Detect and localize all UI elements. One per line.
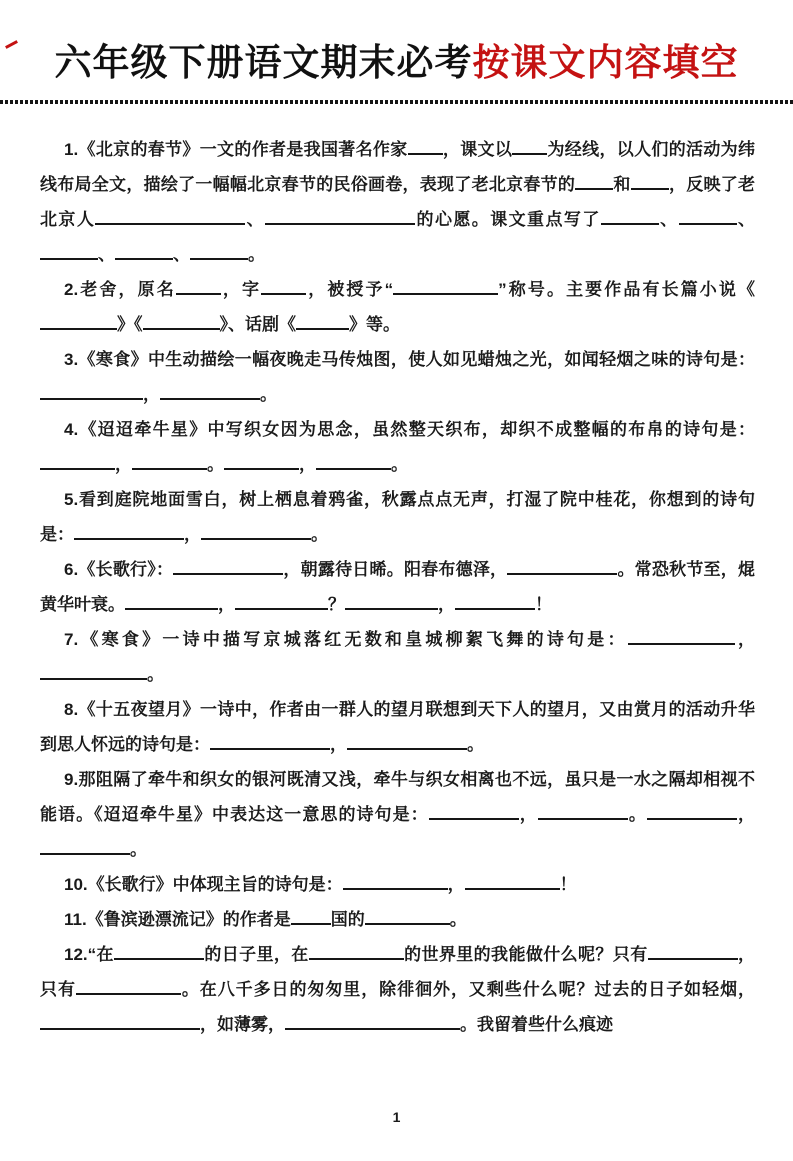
question-text: 9.那阻隔了牵牛和织女的银河既清又浅，牵牛与织女相离也不远，虽只是一水之隔却相视不能语。《迢迢牵牛星》中表达这一意思的诗句是： — [40, 770, 755, 824]
title-highlight: 按课文内容填空 — [472, 43, 739, 84]
question-10 — [40, 867, 755, 902]
fill-in-blank — [429, 806, 519, 820]
fill-in-blank — [261, 281, 306, 295]
question-text: 、 — [98, 245, 115, 264]
fill-in-blank — [291, 911, 331, 925]
question-text: ， — [115, 455, 132, 474]
fill-in-blank — [575, 176, 613, 190]
fill-in-blank — [601, 211, 659, 225]
worksheet-page — [0, 40, 793, 1161]
question-text: ！ — [559, 875, 577, 894]
fill-in-blank — [628, 631, 735, 645]
question-text: 。 — [627, 805, 647, 824]
fill-in-blank — [190, 246, 248, 260]
fill-in-blank — [173, 561, 283, 575]
question-12 — [40, 937, 755, 1042]
question-text: 。常恐秋节至，焜黄华叶衰。 — [40, 560, 755, 614]
question-text: 、 — [736, 210, 756, 229]
question-text: 》等。 — [349, 315, 400, 334]
fill-in-blank — [647, 806, 737, 820]
question-text: 国的 — [330, 910, 365, 929]
question-text: 。 — [207, 455, 224, 474]
fill-in-blank — [455, 596, 535, 610]
fill-in-blank — [201, 526, 311, 540]
question-text: ，如薄雾， — [200, 1015, 285, 1034]
question-text: 10.《长歌行》中体现主旨的诗句是： — [64, 875, 343, 894]
fill-in-blank — [40, 1016, 200, 1030]
fill-in-blank — [210, 736, 330, 750]
fill-in-blank — [176, 281, 221, 295]
question-text: ，反映了老北京人 — [40, 175, 756, 229]
question-text: 的日子里，在 — [203, 945, 309, 964]
question-text: 7.《寒食》一诗中描写京城落红无数和皇城柳絮飞舞的诗句是： — [64, 630, 628, 649]
question-text: 4.《迢迢牵牛星》中写织女因为思念，虽然整天织布，却织不成整幅的布帛的诗句是： — [64, 420, 755, 439]
question-11 — [40, 902, 755, 937]
fill-in-blank — [538, 806, 628, 820]
fill-in-blank — [224, 456, 299, 470]
question-text: 2.老舍，原名 — [64, 280, 176, 299]
fill-in-blank — [235, 596, 328, 610]
fill-in-blank — [160, 386, 260, 400]
fill-in-blank — [125, 596, 218, 610]
fill-in-blank — [345, 596, 438, 610]
fill-in-blank — [679, 211, 737, 225]
fill-in-blank — [40, 386, 143, 400]
fill-in-blank — [114, 946, 204, 960]
fill-in-blank — [465, 876, 560, 890]
question-text: ，字 — [220, 280, 262, 299]
question-6 — [40, 552, 755, 622]
fill-in-blank — [296, 316, 349, 330]
question-text: 。 — [260, 385, 277, 404]
fill-in-blank — [631, 176, 669, 190]
question-text: 、 — [658, 210, 679, 229]
fill-in-blank — [40, 246, 98, 260]
question-text: 8.《十五夜望月》一诗中，作者由一群人的望月联想到天下人的望月，又由赏月的活动升华到思人怀远的诗句是： — [40, 700, 755, 754]
question-text: 1.《北京的春节》一文的作者是我国著名作家 — [64, 140, 408, 159]
question-text: 。 — [130, 840, 147, 859]
question-text: ， — [330, 735, 347, 754]
questions-list — [40, 132, 755, 1042]
question-text: ”称号。主要作品有长篇小说《 — [498, 280, 756, 299]
question-text: 11.《鲁滨逊漂流记》的作者是 — [64, 910, 291, 929]
fill-in-blank — [347, 736, 467, 750]
fill-in-blank — [343, 876, 448, 890]
fill-in-blank — [316, 456, 391, 470]
fill-in-blank — [265, 211, 415, 225]
question-text: ， — [184, 525, 201, 544]
fill-in-blank — [115, 246, 173, 260]
fill-in-blank — [132, 456, 207, 470]
question-text: ，朝露待日晞。阳春布德泽， — [283, 560, 508, 579]
question-8 — [40, 692, 755, 762]
question-3 — [40, 342, 755, 412]
question-text: 的世界里的我能做什么呢？只有 — [403, 945, 648, 964]
page-title — [10, 40, 783, 88]
question-text: 。 — [391, 455, 408, 474]
fill-in-blank — [76, 981, 181, 995]
fill-in-blank — [40, 841, 130, 855]
question-text: ， — [734, 630, 756, 649]
fill-in-blank — [40, 666, 147, 680]
question-text: ？ — [328, 595, 345, 614]
dotted-divider — [0, 100, 793, 104]
question-text: ， — [447, 875, 465, 894]
question-text: 、 — [245, 210, 266, 229]
question-text: 的心愿。课文重点写了 — [415, 210, 601, 229]
question-text: 3.《寒食》中生动描绘一幅夜晚走马传烛图，使人如见蜡烛之光，如闻轻烟之味的诗句是： — [64, 350, 755, 369]
fill-in-blank — [40, 316, 117, 330]
question-text: ， — [438, 595, 455, 614]
fill-in-blank — [309, 946, 404, 960]
question-text: ， — [299, 455, 316, 474]
fill-in-blank — [512, 141, 547, 155]
question-text: 。 — [311, 525, 328, 544]
question-text: ， — [736, 805, 756, 824]
question-text: ，只有 — [40, 945, 756, 999]
question-text: ， — [218, 595, 235, 614]
question-1 — [40, 132, 755, 272]
question-text: 。 — [467, 735, 484, 754]
question-text: 》、话剧《 — [219, 315, 296, 334]
question-text: ！ — [535, 595, 552, 614]
question-text: ，被授予“ — [306, 280, 394, 299]
fill-in-blank — [648, 946, 738, 960]
question-4 — [40, 412, 755, 482]
fill-in-blank — [40, 456, 115, 470]
fill-in-blank — [143, 316, 220, 330]
question-text: ， — [518, 805, 538, 824]
question-text: 6.《长歌行》： — [64, 560, 174, 579]
fill-in-blank — [285, 1016, 460, 1030]
question-text: 5.看到庭院地面雪白，树上栖息着鸦雀，秋露点点无声，打湿了院中桂花，你想到的诗句是： — [40, 490, 755, 544]
question-5 — [40, 482, 755, 552]
question-text: 。在八千多日的匆匆里，除徘徊外，又剩些什么呢？过去的日子如轻烟， — [180, 980, 756, 999]
question-text: 为经线，以人们的活动为纬线布局全文，描绘了一幅幅北京春节的民俗画卷，表现了老北京春节的 — [40, 140, 756, 194]
fill-in-blank — [74, 526, 184, 540]
fill-in-blank — [95, 211, 245, 225]
question-text: 》《 — [117, 315, 143, 334]
fill-in-blank — [507, 561, 617, 575]
question-text: 、 — [173, 245, 190, 264]
question-9 — [40, 762, 755, 867]
question-text: ， — [143, 385, 160, 404]
question-7 — [40, 622, 755, 692]
page-number: 1 — [392, 1109, 401, 1125]
question-text: ，课文以 — [442, 140, 513, 159]
question-text: 。 — [248, 245, 265, 264]
fill-in-blank — [393, 281, 498, 295]
question-text: 。 — [147, 665, 164, 684]
page-footer — [0, 1109, 793, 1125]
question-text: 12.“在 — [64, 945, 114, 964]
fill-in-blank — [408, 141, 443, 155]
question-2 — [40, 272, 755, 342]
question-text: 。我留着些什么痕迹 — [460, 1015, 613, 1034]
question-text: 和 — [613, 175, 631, 194]
fill-in-blank — [365, 911, 450, 925]
question-text: 。 — [449, 910, 467, 929]
title-main: 六年级下册语文期末必考 — [54, 43, 473, 84]
